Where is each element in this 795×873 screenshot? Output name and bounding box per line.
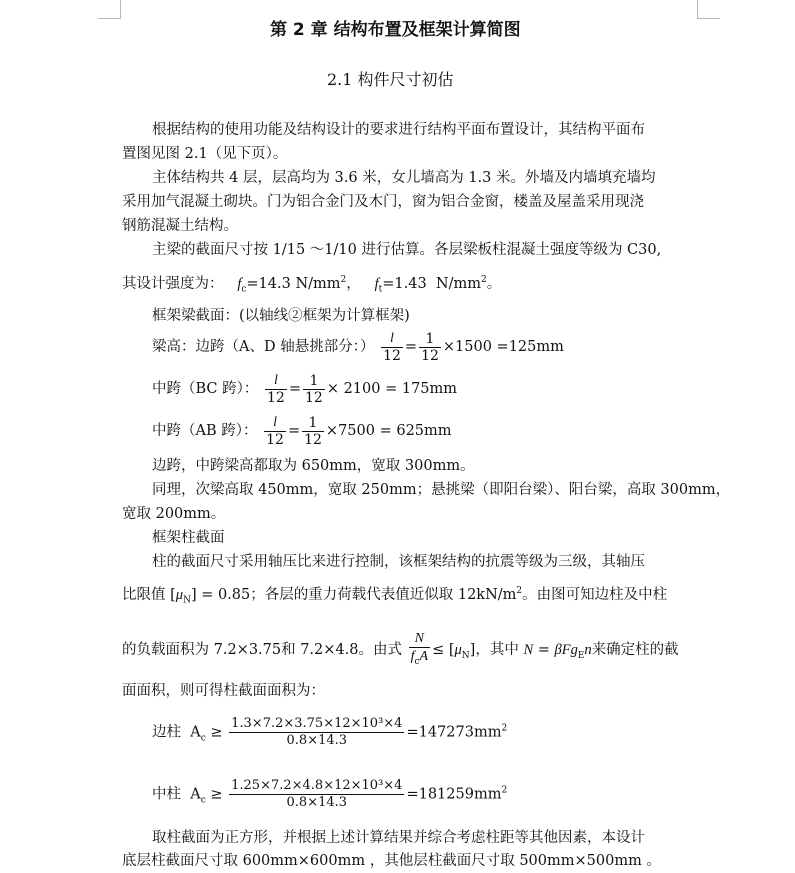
paragraph-line: 置图见图 2.1（见下页）。 <box>122 146 288 162</box>
section-heading: 2.1 构件尺寸初估 <box>327 70 454 89</box>
page-corner-mark-left <box>98 0 121 19</box>
paragraph-line: 根据结构的使用功能及结构设计的要求进行结构平面布置设计，其结构平面布 <box>152 122 645 138</box>
paragraph-line: 取柱截面为正方形，并根据上述计算结果并综合考虑柱距等其他因素，本设计 <box>152 830 645 846</box>
fraction: $\frac{1}{12}$ <box>304 372 323 406</box>
unit: N/mm <box>435 275 481 292</box>
mid-column-formula: 中柱 $A_c$ ≥ $\frac{\text{1.25×7.2×4.8×12×10³×4}}{0.8\times 14.3}$ $=181259mm^2$ <box>152 778 508 810</box>
paragraph-line: 主体结构共 4 层，层高均为 3.6 米，女儿墙高为 1.3 米。外墙及内墙填充墙均 <box>152 170 656 186</box>
load-area-line: 的负载面积为 7.2×3.75和 7.2×4.8。由式 $\frac{N}{f_cA}$ ≤ $[\mu_N]$，其中 N = βFg$_E$n来确定柱的截 <box>122 630 679 670</box>
edge-span-formula: 梁高：边跨（A、D 轴悬挑部分：） $\frac{l}{12}$ = $\frac{1}{12}$ ×1500 =125mm <box>152 330 564 364</box>
paragraph-line: 底层柱截面尺寸取 600mm×600mm ，其他层柱截面尺寸取 500mm×500mm 。 <box>122 853 661 869</box>
paragraph-line: 主梁的截面尺寸按 1/15 ～1/10 进行估算。各层梁板柱混凝土强度等级为 C30, <box>152 242 662 258</box>
design-strength-label: 其设计强度为： <box>122 275 224 292</box>
formula-result: ×7500 = 625mm <box>325 423 452 439</box>
unit: N/mm <box>295 275 341 292</box>
fc-value: =14.3 <box>246 275 291 292</box>
paragraph-line: 钢筋混凝土结构。 <box>122 218 238 234</box>
formula-result: ×1500 =125mm <box>442 339 564 355</box>
chapter-heading: 第 2 章 结构布置及框架计算简图 <box>270 20 521 40</box>
edge-column-formula: 边柱 $A_c$ ≥ $\frac{\text{1.3×7.2×3.75×12×10³×4}}{0.8\times 14.3}$ $=147273mm^2$ <box>152 716 508 748</box>
beam-section-title: 框架梁截面：(以轴线②框架为计算框架) <box>152 308 410 324</box>
fraction: $\frac{l}{12}$ <box>266 415 284 448</box>
fraction: $\frac{\text{1.25×7.2×4.8×12×10³×4}}{0.8\times 14.3}$ <box>231 778 403 810</box>
axial-ratio-line: 比限值 $[\mu_N] = 0.85$；各层的重力荷载代表值近似取 $12kN/m^2$。由图可知边柱及中柱 <box>122 586 668 606</box>
fraction: $\frac{1}{12}$ <box>304 414 322 448</box>
fraction: $\frac{l}{12}$ <box>267 373 285 406</box>
mid-span-ab-formula: 中跨（AB 跨）： $\frac{l}{12}$ = $\frac{1}{12}$ ×7500 = 625mm <box>152 414 452 448</box>
fraction: $\frac{\text{1.3×7.2×3.75×12×10³×4}}{0.8\times 14.3}$ <box>231 716 403 748</box>
paragraph-line: 边跨，中跨梁高都取为 650mm，宽取 300mm。 <box>152 458 475 474</box>
design-strength-line: 其设计强度为： $f_c=14.3$ $N/mm^2$， $f_t=1.43$ $N/mm^2$。 <box>122 275 502 295</box>
paragraph-line: 同理，次梁高取 450mm，宽取 250mm；悬挑梁（即阳台梁）、阳台梁，高取 300mm， <box>152 482 731 498</box>
ft-value: =1.43 <box>382 275 427 292</box>
column-section-title: 框架柱截面 <box>152 530 225 546</box>
fraction: $\frac{1}{12}$ <box>421 330 439 364</box>
paragraph-line: 宽取 200mm。 <box>122 506 226 522</box>
fraction: $\frac{l}{12}$ <box>383 331 401 364</box>
paragraph-line: 面面积，则可得柱截面面积为： <box>122 683 325 699</box>
formula-label: 中跨（AB 跨）： <box>152 423 258 439</box>
formula-result: × 2100 = 175mm <box>326 381 458 397</box>
page-corner-mark-right <box>697 0 720 19</box>
formula-label: 中跨（BC 跨）： <box>152 381 259 397</box>
mid-span-bc-formula: 中跨（BC 跨）： $\frac{l}{12}$ = $\frac{1}{12}$ × 2100 = 175mm <box>152 372 458 406</box>
fraction: $\frac{N}{f_cA}$ <box>410 631 429 667</box>
paragraph-line: 柱的截面尺寸采用轴压比来进行控制，该框架结构的抗震等级为三级，其轴压 <box>152 554 645 570</box>
paragraph-line: 采用加气混凝土砌块。门为铝合金门及木门，窗为铝合金窗，楼盖及屋盖采用现浇 <box>122 194 644 210</box>
formula-label: 梁高：边跨（A、D 轴悬挑部分：） <box>152 339 375 355</box>
